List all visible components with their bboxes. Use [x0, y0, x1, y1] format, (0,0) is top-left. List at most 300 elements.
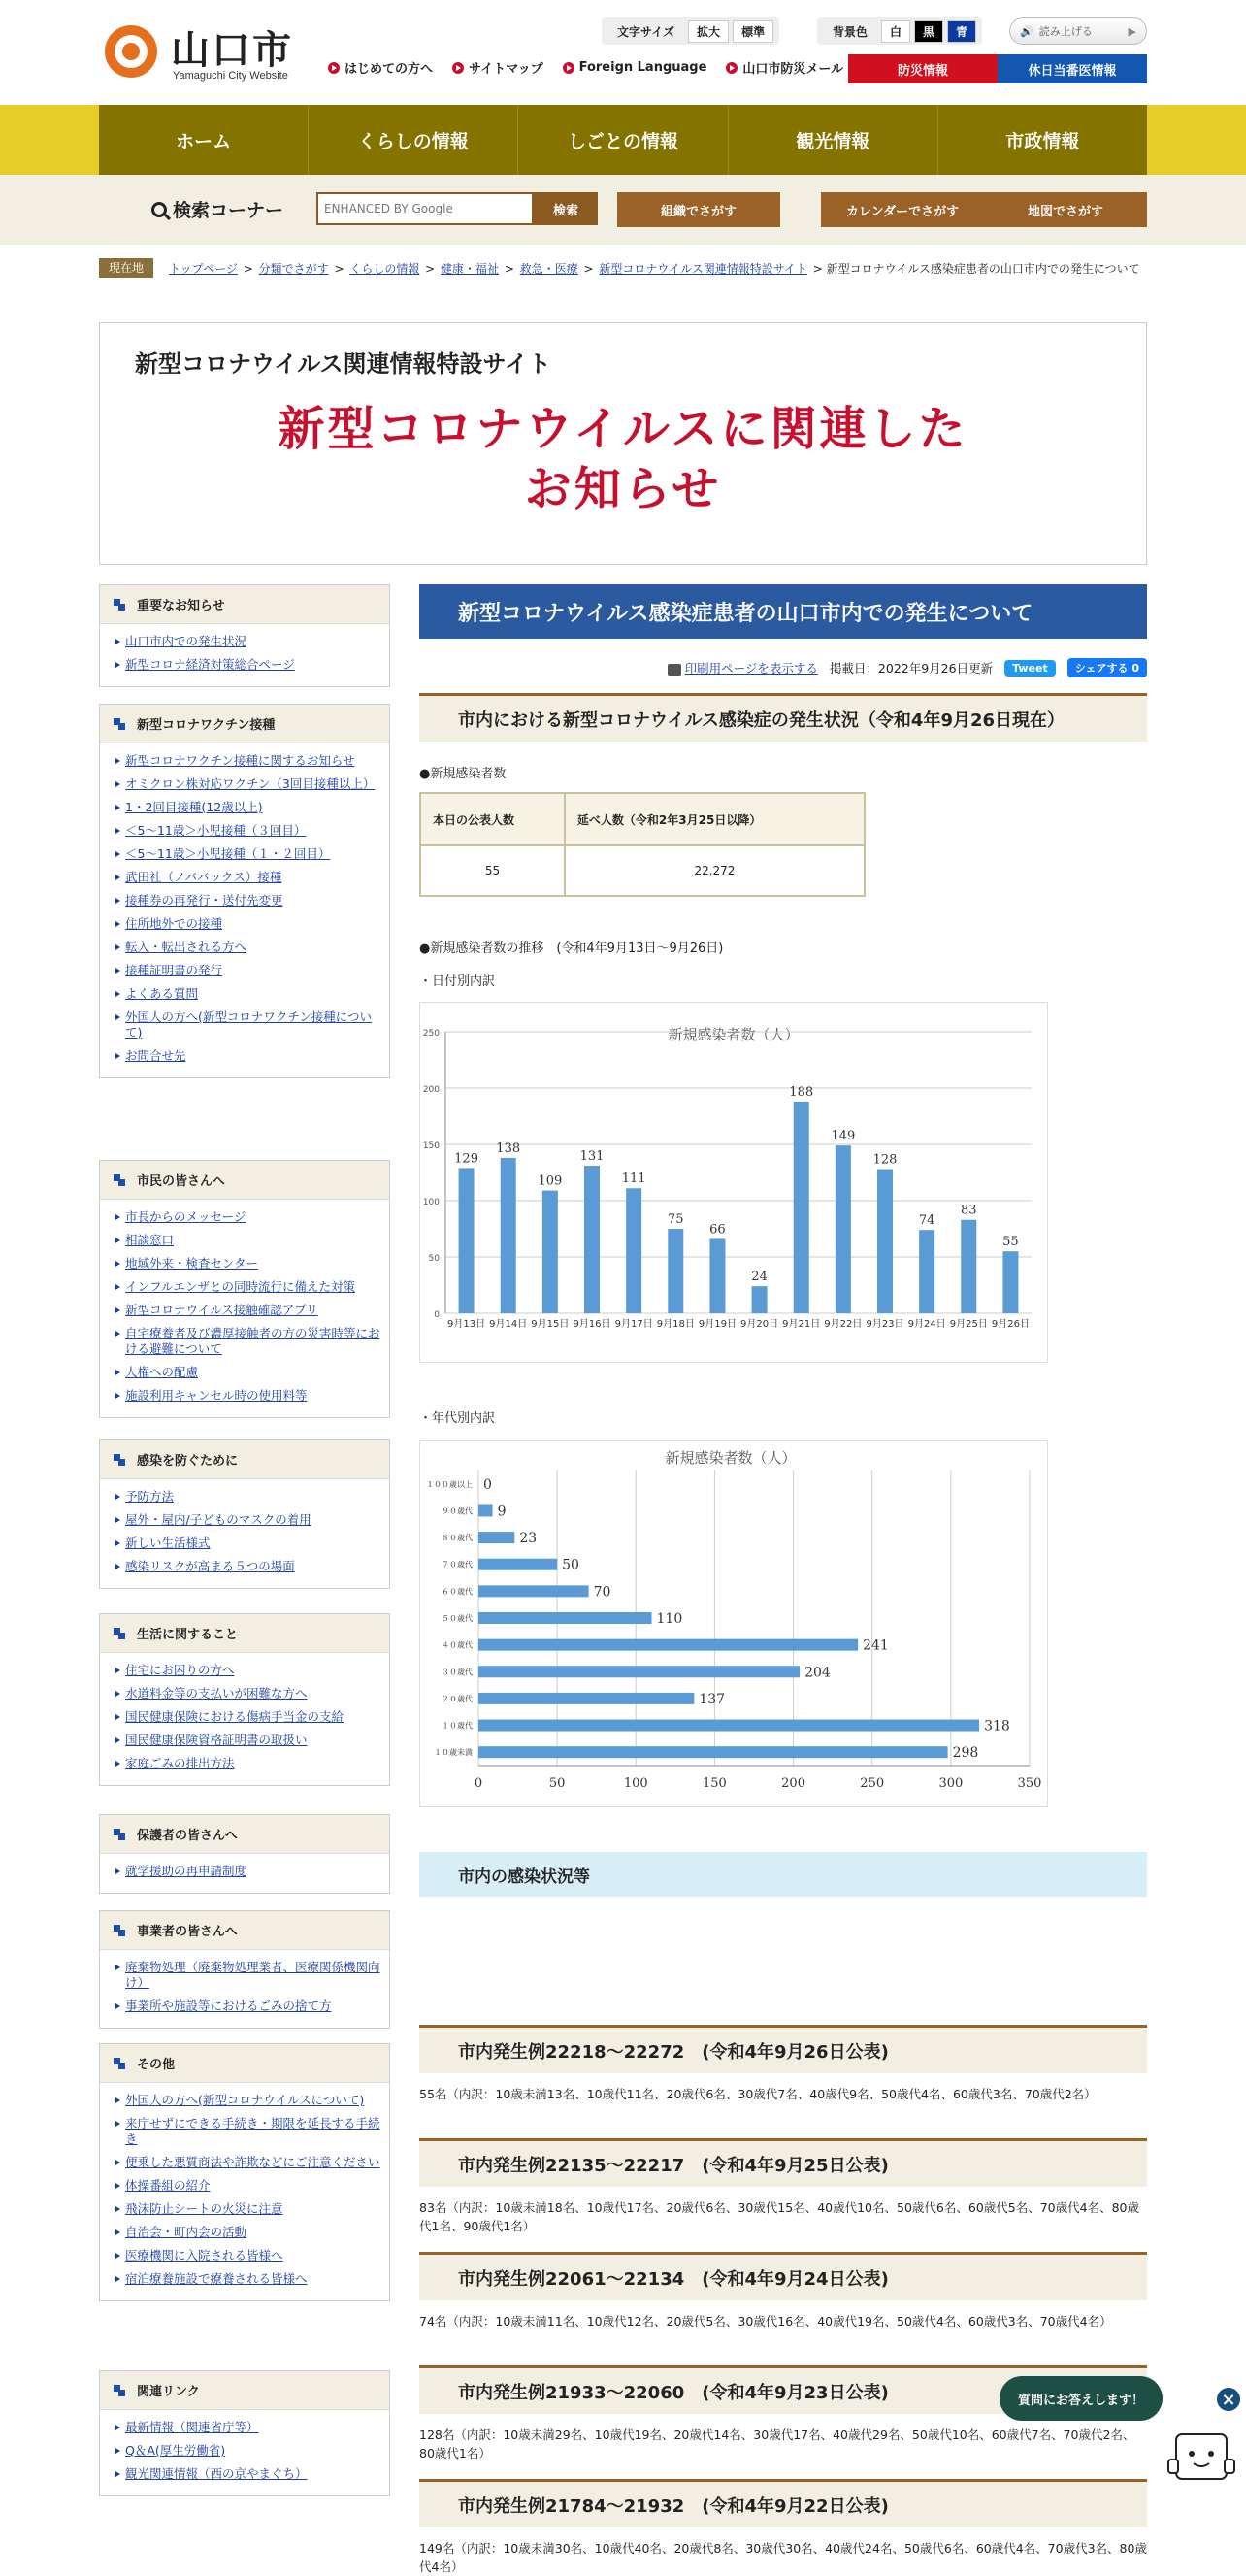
case-heading: 市内発生例21933～22060 (令和4年9月23日公表): [419, 2365, 1147, 2414]
daily-cases-chart: [419, 1002, 1048, 1363]
sublink-foreign-language[interactable]: Foreign Language: [563, 58, 707, 77]
site-header: [0, 0, 1246, 105]
sidebar-link[interactable]: 医療機関に入院される皆様へ: [125, 2248, 283, 2262]
sidebar-section-title: 重要なお知らせ: [100, 585, 389, 624]
chart-title: 新規感染者数（人）: [665, 1449, 797, 1467]
data-label: 0: [483, 1476, 492, 1493]
x-tick-label: 9月13日: [447, 1319, 486, 1330]
data-label: 55: [1002, 1235, 1019, 1250]
site-logo[interactable]: [105, 19, 309, 87]
sidebar-link[interactable]: ＜5～11歳＞小児接種（１・２回目）: [125, 846, 331, 861]
case-heading: 市内発生例22218～22272 (令和4年9月26日公表): [419, 2025, 1147, 2073]
sidebar-item: [115, 2420, 381, 2435]
data-label: 24: [751, 1270, 768, 1285]
sidebar-link[interactable]: 外国人の方へ(新型コロナウイルスについて): [125, 2093, 365, 2107]
breadcrumb: 現在地 トップページ > 分類でさがす > くらしの情報 > 健康・福祉 > 救急・医療 > 新型コロナウイルス関連情報特設サイト > 新型コロナウイルス感染症患者の山口市内での発生について: [99, 254, 1147, 283]
search-input[interactable]: ENHANCED BY Google: [316, 192, 534, 225]
search-title: 検索コーナー: [151, 196, 283, 222]
sidebar-link[interactable]: 相談窓口: [125, 1233, 175, 1247]
x-tick-label: 9月18日: [656, 1319, 695, 1330]
bar: [877, 1170, 893, 1313]
disaster-info-button[interactable]: 防災情報: [848, 54, 998, 83]
sidebar-link[interactable]: 新型コロナ経済対策総合ページ: [125, 657, 295, 672]
data-label: 298: [952, 1745, 979, 1762]
sidebar-item: [115, 1365, 381, 1380]
sidebar-item: [115, 870, 381, 885]
data-label: 129: [454, 1151, 478, 1167]
bar: [478, 1639, 858, 1651]
main-nav: [0, 105, 1246, 175]
sidebar-item: [115, 1279, 381, 1295]
sidebar-section-title: 生活に関すること: [100, 1614, 389, 1653]
sidebar-link[interactable]: 1・2回目接種(12歳以上): [125, 800, 263, 814]
section-bullet-icon: [114, 718, 125, 730]
bar: [1002, 1251, 1018, 1313]
sidebar-item: [115, 1536, 381, 1551]
data-label: 128: [872, 1152, 898, 1168]
bar: [626, 1188, 641, 1313]
section-bullet-icon: [114, 1829, 125, 1840]
x-tick-label: 300: [938, 1776, 964, 1791]
sidebar-item: [115, 2248, 381, 2263]
holiday-doctor-button[interactable]: 休日当番医情報: [998, 54, 1147, 83]
sidebar-item: [115, 963, 381, 978]
sublink-disaster-mail[interactable]: 山口市防災メール: [726, 58, 843, 77]
y-tick-label: １００歳以上: [426, 1479, 473, 1489]
sidebar-section-title: その他: [100, 2044, 389, 2083]
nav-business[interactable]: しごとの情報: [518, 105, 728, 175]
arrow-icon: [726, 62, 738, 74]
section-bullet-icon: [114, 1628, 125, 1639]
sidebar-link[interactable]: 最新情報（関連省庁等）: [125, 2420, 259, 2434]
breadcrumb-link[interactable]: 救急・医療: [519, 262, 578, 276]
case-detail: 149名（内訳：10歳未満30名、10歳代40名、20歳代8名、30歳代30名、40歳代24名、50歳代6名、60歳代4名、70歳代3名、80歳代4名）: [419, 2541, 1147, 2574]
x-tick-label: 9月23日: [866, 1319, 904, 1330]
sidebar-link[interactable]: よくある質問: [125, 986, 199, 1001]
sidebar-item: [115, 1733, 381, 1748]
data-label: 137: [699, 1691, 726, 1707]
nav-city-admin[interactable]: 市政情報: [1005, 130, 1080, 152]
bar: [542, 1191, 558, 1313]
print-link[interactable]: 印刷用ページを表示する: [668, 659, 818, 677]
sidebar-link[interactable]: 便乗した悪質商法や詐欺などにご注意ください: [125, 2155, 380, 2169]
sidebar-link[interactable]: 廃棄物処理（廃棄物処理業者、医療関係機関向け）: [125, 1960, 380, 1990]
sidebar-link[interactable]: お問合せ先: [125, 1048, 186, 1063]
sidebar-link[interactable]: 予防方法: [125, 1489, 175, 1503]
sidebar-link-list: [100, 1200, 389, 1417]
sidebar-link[interactable]: 国民健康保険資格証明書の取扱い: [125, 1733, 308, 1747]
sidebar-item: [115, 634, 381, 649]
breadcrumb-link[interactable]: くらしの情報: [349, 262, 420, 276]
y-tick-label: ５０歳代: [442, 1614, 473, 1623]
sidebar-item: [115, 1303, 381, 1318]
y-tick-label: １０歳未満: [434, 1748, 473, 1758]
y-tick-label: ６０歳代: [442, 1587, 473, 1597]
x-tick-label: 9月22日: [824, 1319, 863, 1330]
daily-cases-chart-svg: [420, 1003, 1047, 1362]
table-header: 延べ人数（令和2年3月25日以降）: [565, 793, 865, 845]
bar: [478, 1532, 514, 1543]
bg-black-button[interactable]: 黒: [914, 20, 943, 43]
age-cases-chart: [419, 1440, 1048, 1807]
case-detail: 55名（内訳：10歳未満13名、10歳代11名、20歳代6名、30歳代7名、40歳代9名、50歳代4名、60歳代3名、70歳代2名）: [419, 2087, 1097, 2101]
banner-subtitle: 新型コロナウイルス関連情報特設サイト: [135, 350, 551, 378]
data-label: 110: [656, 1611, 683, 1627]
sidebar-link[interactable]: オミクロン株対応ワクチン（3回目接種以上）: [125, 776, 376, 791]
logo-subtext: Yamaguchi City Website: [173, 70, 288, 82]
x-tick-label: 150: [703, 1776, 727, 1791]
section-bullet-icon: [114, 2058, 125, 2069]
sidebar-link[interactable]: 来庁せずにできる手続き・期限を延長する手続き: [125, 2116, 380, 2146]
x-tick-label: 9月19日: [698, 1319, 737, 1330]
bar: [961, 1220, 976, 1313]
sidebar-item: [115, 2271, 381, 2287]
table-cell-today: 55: [420, 845, 565, 896]
sidebar-section: [99, 1160, 390, 1418]
sidebar-link[interactable]: 事業所や施設等におけるごみの捨て方: [125, 1998, 332, 2013]
sidebar-item: [115, 1489, 381, 1504]
age-cases-chart-svg: [420, 1441, 1047, 1806]
bar: [836, 1145, 851, 1313]
data-label: 318: [984, 1718, 1010, 1734]
sidebar-section-title: 関連リンク: [100, 2371, 389, 2410]
search-by-org-button[interactable]: 組織でさがす: [617, 192, 780, 227]
arrow-icon: [563, 62, 574, 74]
bg-color-control: [817, 17, 982, 45]
sidebar-link[interactable]: 住宅にお困りの方へ: [125, 1663, 235, 1677]
breadcrumb-label: 現在地: [99, 258, 153, 278]
search-by-map-button[interactable]: 地図でさがす: [984, 192, 1147, 227]
sidebar-link[interactable]: 就学援助の再申請制度: [125, 1864, 247, 1878]
sidebar-item: [115, 2466, 381, 2482]
sidebar-section-title: 市民の皆さんへ: [100, 1161, 389, 1200]
daily-breakdown-label: ・日付別内訳: [419, 974, 496, 989]
sidebar-link[interactable]: 地域外来・検査センター: [125, 1256, 259, 1271]
bar: [478, 1504, 493, 1516]
bar: [501, 1158, 516, 1313]
banner-title: 新型コロナウイルスに関連した お知らせ: [278, 402, 968, 516]
x-tick-label: 9月24日: [907, 1319, 946, 1330]
cases-table: [419, 792, 866, 897]
sidebar-link[interactable]: Q＆A(厚生労働省): [125, 2443, 226, 2458]
y-tick-label: ３０歳代: [442, 1668, 473, 1677]
sidebar-item: [115, 1233, 381, 1248]
sidebar-item: [115, 940, 381, 955]
data-label: 138: [496, 1140, 521, 1156]
data-label: 109: [538, 1173, 563, 1189]
sidebar-item: [115, 1009, 381, 1040]
x-tick-label: 0: [474, 1776, 483, 1791]
x-tick-label: 9月21日: [782, 1319, 821, 1330]
sidebar-item: [115, 753, 381, 769]
section-heading-status: 市内における新型コロナウイルス感染症の発生状況（令和4年9月26日現在）: [419, 693, 1147, 742]
sidebar-item: [115, 1388, 381, 1404]
search-icon: [151, 202, 167, 217]
y-tick-label: 200: [422, 1085, 440, 1095]
section-bullet-icon: [114, 599, 125, 611]
sidebar-item: [115, 2201, 381, 2217]
y-tick-label: 50: [428, 1254, 440, 1264]
sidebar-item: [115, 1663, 381, 1678]
logo-text: 山口市: [171, 28, 293, 73]
page-meta: [419, 656, 1147, 679]
sidebar-link[interactable]: 転入・転出される方へ: [125, 940, 247, 954]
data-label: 9: [497, 1503, 507, 1520]
sidebar-item: [115, 916, 381, 932]
sidebar-item: [115, 1960, 381, 1991]
search-corner: [0, 175, 1246, 245]
data-label: 241: [863, 1637, 889, 1654]
data-label: 149: [831, 1129, 856, 1144]
sidebar-item: [115, 1559, 381, 1574]
bar: [584, 1166, 600, 1313]
sidebar-link[interactable]: 新型コロナウイルス接触確認アプリ: [125, 1303, 318, 1317]
sidebar-link[interactable]: インフルエンザとの同時流行に備えた対策: [125, 1279, 356, 1294]
y-tick-label: ９０歳代: [442, 1506, 473, 1516]
data-label: 74: [918, 1213, 935, 1229]
sidebar-section: [99, 584, 390, 687]
bar: [668, 1229, 683, 1313]
case-heading: 市内発生例22061～22134 (令和4年9月24日公表): [419, 2252, 1147, 2300]
x-tick-label: 9月17日: [614, 1319, 653, 1330]
speaker-icon: 🔊: [1020, 24, 1033, 38]
data-label: 70: [593, 1584, 611, 1601]
data-label: 111: [621, 1172, 646, 1187]
sidebar-link[interactable]: 屋外・屋内/子どものマスクの着用: [125, 1512, 312, 1527]
sidebar-item: [115, 800, 381, 815]
breadcrumb-link[interactable]: トップページ: [169, 262, 238, 276]
section-bullet-icon: [114, 1454, 125, 1466]
sidebar-item: [115, 893, 381, 908]
sidebar-section-title: 感染を防ぐために: [100, 1440, 389, 1479]
printer-icon: [668, 664, 681, 676]
age-breakdown-label: ・年代別内訳: [419, 1411, 496, 1426]
sublink-first-time[interactable]: はじめての方へ: [328, 58, 433, 77]
y-tick-label: １０歳代: [442, 1721, 473, 1731]
sidebar-item: [115, 1048, 381, 1064]
sidebar-link[interactable]: 山口市内での発生状況: [125, 634, 247, 648]
sidebar-item: [115, 2443, 381, 2459]
case-detail: 83名（内訳：10歳未満18名、10歳代17名、20歳代6名、30歳代15名、40歳代10名、50歳代6名、60歳代5名、70歳代4名、80歳代1名、90歳代1名）: [419, 2200, 1139, 2233]
x-tick-label: 9月16日: [573, 1319, 611, 1330]
sidebar-item: [115, 657, 381, 673]
y-tick-label: 0: [434, 1310, 440, 1320]
bg-blue-button[interactable]: 青: [947, 20, 976, 43]
sidebar-link[interactable]: 国民健康保険における傷病手当金の支給: [125, 1709, 344, 1724]
sidebar-item: [115, 1209, 381, 1225]
sidebar-section: [99, 1439, 390, 1589]
sidebar-section: [99, 1613, 390, 1786]
sidebar-section-title: 事業者の皆さんへ: [100, 1911, 389, 1950]
data-label: 66: [709, 1222, 726, 1238]
section-bullet-icon: [114, 1174, 125, 1186]
sidebar-section: [99, 1910, 390, 2029]
y-tick-label: ４０歳代: [442, 1640, 473, 1650]
new-cases-label: ●新規感染者数: [419, 767, 507, 781]
data-label: 50: [562, 1557, 579, 1573]
breadcrumb-link[interactable]: 分類でさがす: [258, 262, 329, 276]
x-tick-label: 9月14日: [489, 1319, 528, 1330]
sidebar-link[interactable]: 接種証明書の発行: [125, 963, 223, 977]
sidebar-link-list: [100, 1854, 389, 1893]
arrow-icon: [328, 62, 340, 74]
y-tick-label: 100: [422, 1198, 440, 1207]
sidebar-link-list: [100, 624, 389, 686]
bg-white-button[interactable]: 白: [881, 20, 910, 43]
sidebar-link[interactable]: 施設利用キャンセル時の使用料等: [125, 1388, 308, 1403]
sidebar-item: [115, 1256, 381, 1271]
x-tick-label: 9月26日: [991, 1319, 1030, 1330]
sidebar-item: [115, 1326, 381, 1357]
y-tick-label: ２０歳代: [442, 1694, 473, 1703]
sidebar-link-list: [100, 2083, 389, 2300]
arrow-icon: [452, 62, 464, 74]
search-by-calendar-button[interactable]: カレンダーでさがす: [821, 192, 984, 227]
sidebar-link[interactable]: 市長からのメッセージ: [125, 1209, 246, 1224]
sidebar-link[interactable]: 観光関連情報（西の京やまぐち）: [125, 2466, 308, 2481]
font-size-control: [602, 17, 779, 45]
sidebar-item: [115, 2093, 381, 2108]
case-detail: 74名（内訳：10歳未満11名、10歳代12名、20歳代5名、30歳代16名、40歳代19名、50歳代4名、60歳代3名、70歳代4名）: [419, 2314, 1112, 2328]
sidebar-link[interactable]: 新しい生活様式: [125, 1536, 211, 1550]
sidebar-item: [115, 823, 381, 839]
page-title: 新型コロナウイルス感染症患者の山口市内での発生について: [419, 584, 1147, 639]
data-label: 131: [579, 1149, 605, 1165]
chat-character-icon[interactable]: [1164, 2421, 1238, 2489]
data-label: 204: [804, 1665, 831, 1681]
data-label: 23: [519, 1531, 538, 1547]
read-aloud-button[interactable]: [1009, 17, 1147, 45]
sidebar-item: [115, 1709, 381, 1725]
play-icon: ▶: [1128, 24, 1136, 38]
bar: [478, 1666, 800, 1677]
case-heading: 市内発生例22135～22217 (令和4年9月25日公表): [419, 2138, 1147, 2187]
sidebar-section: [99, 2043, 390, 2301]
sidebar-link[interactable]: 接種券の再発行・送付先変更: [125, 893, 283, 908]
sidebar-link[interactable]: 住所地外での接種: [125, 916, 223, 931]
bar: [478, 1585, 589, 1597]
header-sublinks: [328, 58, 843, 77]
bar: [459, 1168, 475, 1313]
section-bullet-icon: [114, 1925, 125, 1936]
chart-title: 新規感染者数（人）: [668, 1026, 800, 1043]
bar: [752, 1286, 768, 1313]
data-label: 188: [789, 1084, 814, 1100]
sidebar-link-list: [100, 2410, 389, 2495]
sidebar-section: [99, 2370, 390, 2496]
posted-date: 掲載日：2022年9月26日更新: [829, 661, 994, 676]
sidebar-link-list: [100, 1479, 389, 1588]
x-tick-label: 9月20日: [740, 1319, 779, 1330]
x-tick-label: 250: [860, 1776, 885, 1791]
sidebar-link[interactable]: 人権への配慮: [125, 1365, 199, 1379]
data-label: 75: [668, 1212, 684, 1227]
sublink-sitemap[interactable]: サイトマップ: [452, 58, 543, 77]
nav-living[interactable]: くらしの情報: [309, 105, 518, 175]
sidebar-item: [115, 1686, 381, 1701]
nav-tourism[interactable]: 観光情報: [729, 105, 938, 175]
table-header: 本日の公表人数: [420, 793, 565, 845]
breadcrumb-link[interactable]: 健康・福祉: [441, 262, 500, 276]
bg-color-label: 背景色: [833, 24, 869, 39]
sidebar-section-title: 新型コロナワクチン接種: [100, 705, 389, 743]
bar: [709, 1238, 725, 1313]
font-enlarge-button[interactable]: 拡大: [688, 20, 729, 43]
covid-banner[interactable]: [99, 322, 1147, 565]
nav-home[interactable]: ホーム: [99, 105, 309, 175]
facebook-share-button[interactable]: シェアする 0: [1067, 658, 1147, 677]
sidebar-item: [115, 2225, 381, 2240]
sidebar-link-list: [100, 1950, 389, 2028]
sidebar-link[interactable]: 家庭ごみの排出方法: [125, 1756, 235, 1770]
sidebar-link[interactable]: 飛沫防止シートの火災に注意: [125, 2201, 283, 2216]
y-tick-label: ７０歳代: [442, 1560, 473, 1569]
breadcrumb-current: 新型コロナウイルス感染症患者の山口市内での発生について: [826, 262, 1140, 276]
bar: [919, 1230, 934, 1313]
bar: [794, 1102, 809, 1313]
search-button[interactable]: 検索: [534, 192, 598, 225]
sidebar-link[interactable]: 水道料金等の支払いが困難な方へ: [125, 1686, 308, 1701]
tweet-button[interactable]: Tweet: [1004, 660, 1056, 677]
read-aloud-label: 読み上げる: [1038, 25, 1093, 38]
y-tick-label: 150: [422, 1141, 440, 1151]
sidebar-item: [115, 1756, 381, 1771]
x-tick-label: 200: [781, 1776, 805, 1791]
sidebar-link[interactable]: 宿泊療養施設で療養される皆様へ: [125, 2271, 308, 2286]
sidebar-link[interactable]: 自宅療養者及び濃厚接触者の方の災害時等における避難について: [125, 1326, 380, 1356]
sidebar-link[interactable]: 新型コロナワクチン接種に関するお知らせ: [125, 753, 355, 768]
sidebar-item: [115, 986, 381, 1002]
sidebar-item: [115, 2178, 381, 2194]
font-size-label: 文字サイズ: [617, 24, 675, 39]
sidebar-item: [115, 2116, 381, 2147]
sidebar-link[interactable]: 感染リスクが高まる５つの場面: [125, 1559, 295, 1573]
chat-close-button[interactable]: ×: [1215, 2386, 1242, 2413]
x-tick-label: 50: [548, 1776, 566, 1791]
bar: [478, 1693, 694, 1704]
sidebar-link[interactable]: 自治会・町内会の活動: [125, 2225, 247, 2239]
sidebar-section: [99, 704, 390, 1078]
sidebar-link[interactable]: 武田社（ノババックス）接種: [125, 870, 282, 884]
sidebar-item: [115, 1864, 381, 1879]
x-tick-label: 350: [1017, 1776, 1042, 1791]
font-standard-button[interactable]: 標準: [733, 20, 773, 43]
bar: [478, 1559, 557, 1570]
breadcrumb-link[interactable]: 新型コロナウイルス関連情報特設サイト: [599, 262, 807, 276]
sidebar-item: [115, 1998, 381, 2014]
data-label: 83: [961, 1203, 977, 1218]
chat-bubble[interactable]: 質問にお答えします！: [1000, 2376, 1163, 2421]
section-heading-local: 市内の感染状況等: [419, 1852, 1147, 1897]
sidebar-section: [99, 1814, 390, 1894]
bar: [478, 1612, 652, 1624]
sidebar-item: [115, 2155, 381, 2170]
y-tick-label: ８０歳代: [442, 1534, 473, 1543]
sidebar-link[interactable]: 体操番組の紹介: [125, 2178, 211, 2193]
sidebar-link[interactable]: 外国人の方へ(新型コロナワクチン接種について): [125, 1009, 373, 1040]
x-tick-label: 9月25日: [949, 1319, 988, 1330]
x-tick-label: 100: [623, 1776, 648, 1791]
bar: [478, 1746, 948, 1758]
trend-label: ●新規感染者数の推移 (令和4年9月13日～9月26日): [419, 941, 724, 956]
x-tick-label: 9月15日: [531, 1319, 570, 1330]
section-bullet-icon: [114, 2385, 125, 2396]
case-heading: 市内発生例21784～21932 (令和4年9月22日公表): [419, 2479, 1147, 2527]
table-cell-total: 22,272: [565, 845, 865, 896]
y-tick-label: 250: [422, 1029, 440, 1039]
sidebar-link[interactable]: ＜5～11歳＞小児接種（３回目）: [125, 823, 307, 838]
sidebar-item: [115, 776, 381, 792]
